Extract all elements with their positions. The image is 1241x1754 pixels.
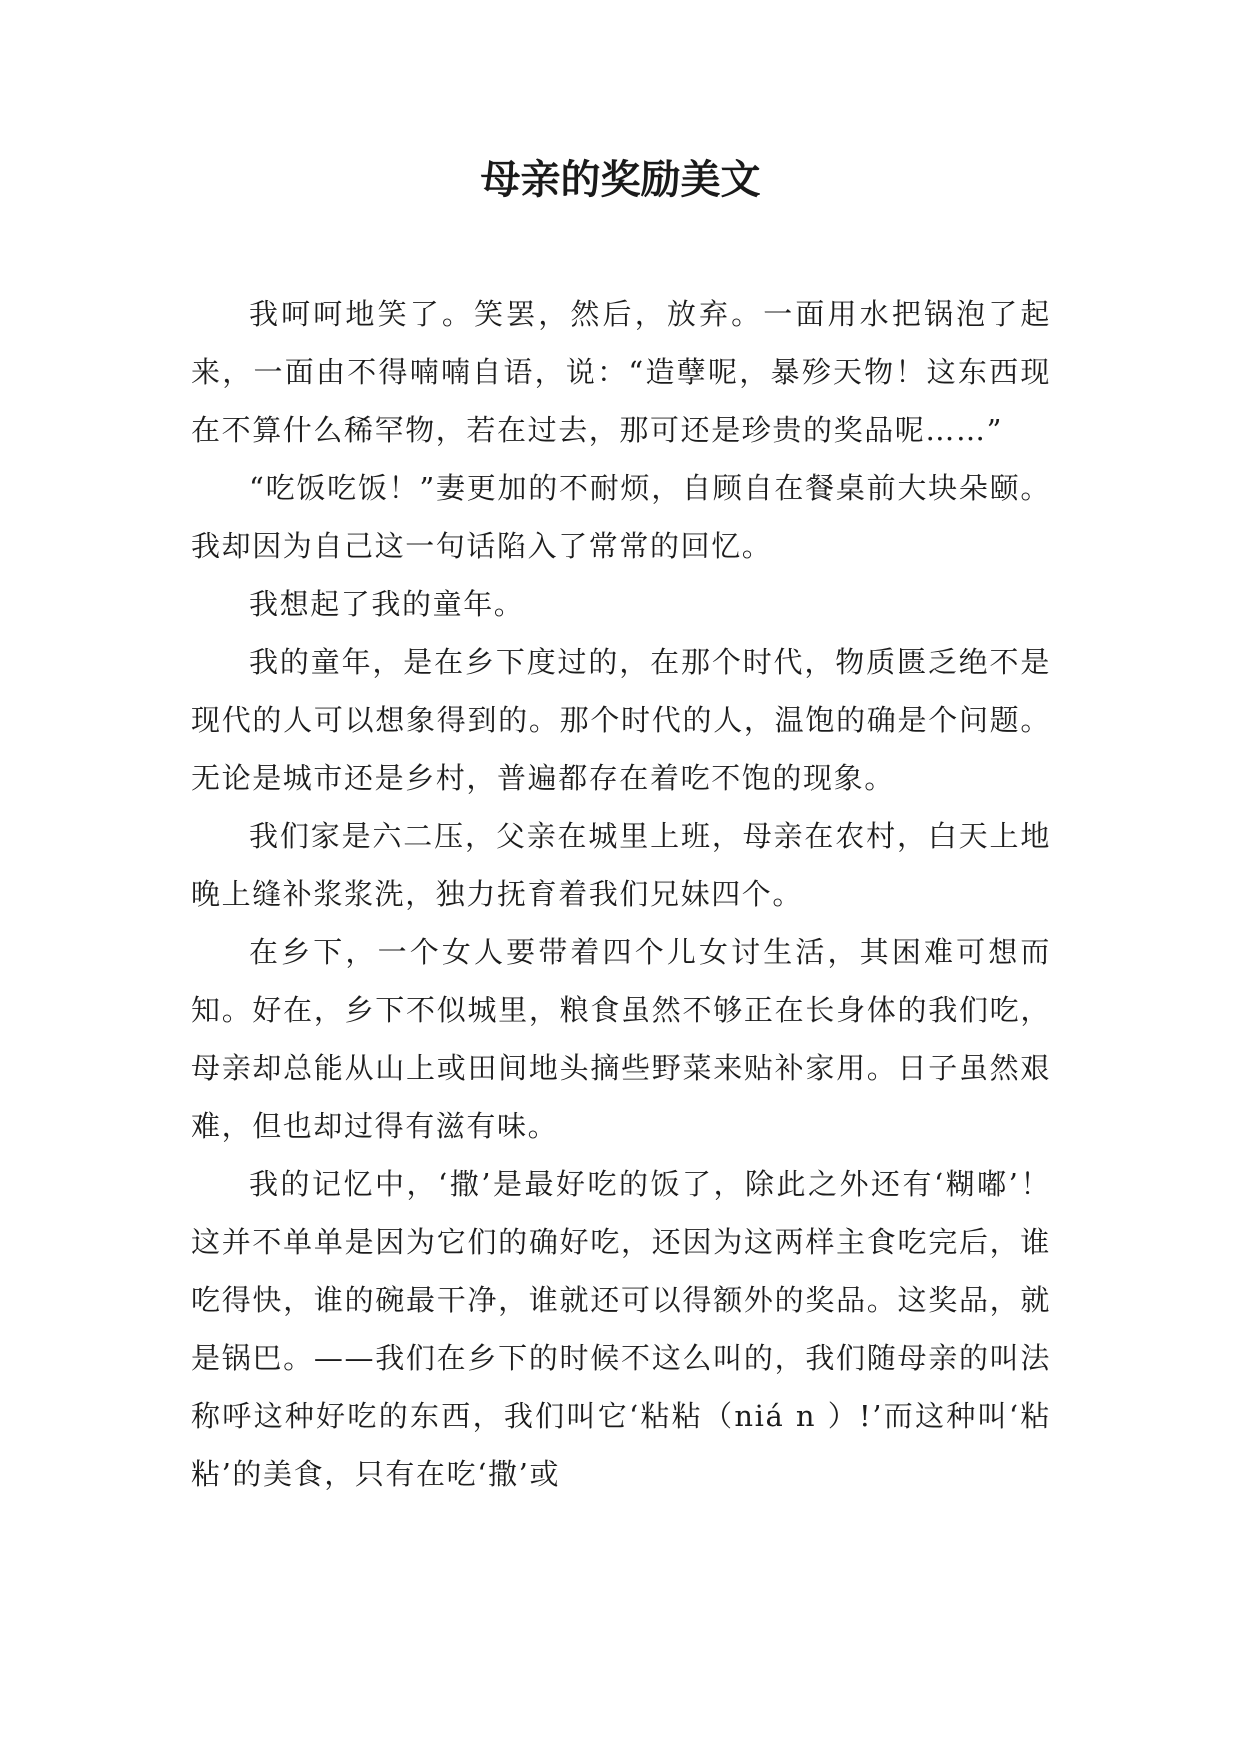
paragraph: 我们家是六二压，父亲在城里上班，母亲在农村，白天上地晚上缝补浆浆洗，独力抚育着我们兄妹四个。 bbox=[191, 819, 1051, 911]
document-body bbox=[191, 285, 1051, 1503]
paragraph: 我的记忆中，‘撒’是最好吃的饭了，除此之外还有‘糊嘟’！这并不单单是因为它们的确好吃，还因为这两样主食吃完后，谁吃得快，谁的碗最干净，谁就还可以得额外的奖品。这奖品，就是锅巴。——我们在乡下的时候不这么叫的，我们随母亲的叫法称呼这种好吃的东西，我们叫它‘粘粘（niá n ）!’而这种叫‘粘粘’的美食，只有在吃‘撒’或 bbox=[191, 1167, 1051, 1491]
paragraph: “吃饭吃饭！”妻更加的不耐烦，自顾自在餐桌前大块朵颐。我却因为自己这一句话陷入了常常的回忆。 bbox=[191, 471, 1051, 563]
paragraph: 我想起了我的童年。 bbox=[249, 587, 525, 621]
paragraph: 我呵呵地笑了。笑罢，然后，放弃。一面用水把锅泡了起来，一面由不得喃喃自语，说：“造孽呢，暴殄天物！这东西现在不算什么稀罕物，若在过去，那可还是珍贵的奖品呢……” bbox=[191, 297, 1051, 447]
document-title: 母亲的奖励美文 bbox=[480, 157, 761, 203]
paragraph: 在乡下，一个女人要带着四个儿女讨生活，其困难可想而知。好在，乡下不似城里，粮食虽然不够正在长身体的我们吃，母亲却总能从山上或田间地头摘些野菜来贴补家用。日子虽然艰难，但也却过得有滋有味。 bbox=[191, 935, 1051, 1143]
paragraph: 我的童年，是在乡下度过的，在那个时代，物质匮乏绝不是现代的人可以想象得到的。那个时代的人，温饱的确是个问题。无论是城市还是乡村，普遍都存在着吃不饱的现象。 bbox=[191, 645, 1051, 795]
